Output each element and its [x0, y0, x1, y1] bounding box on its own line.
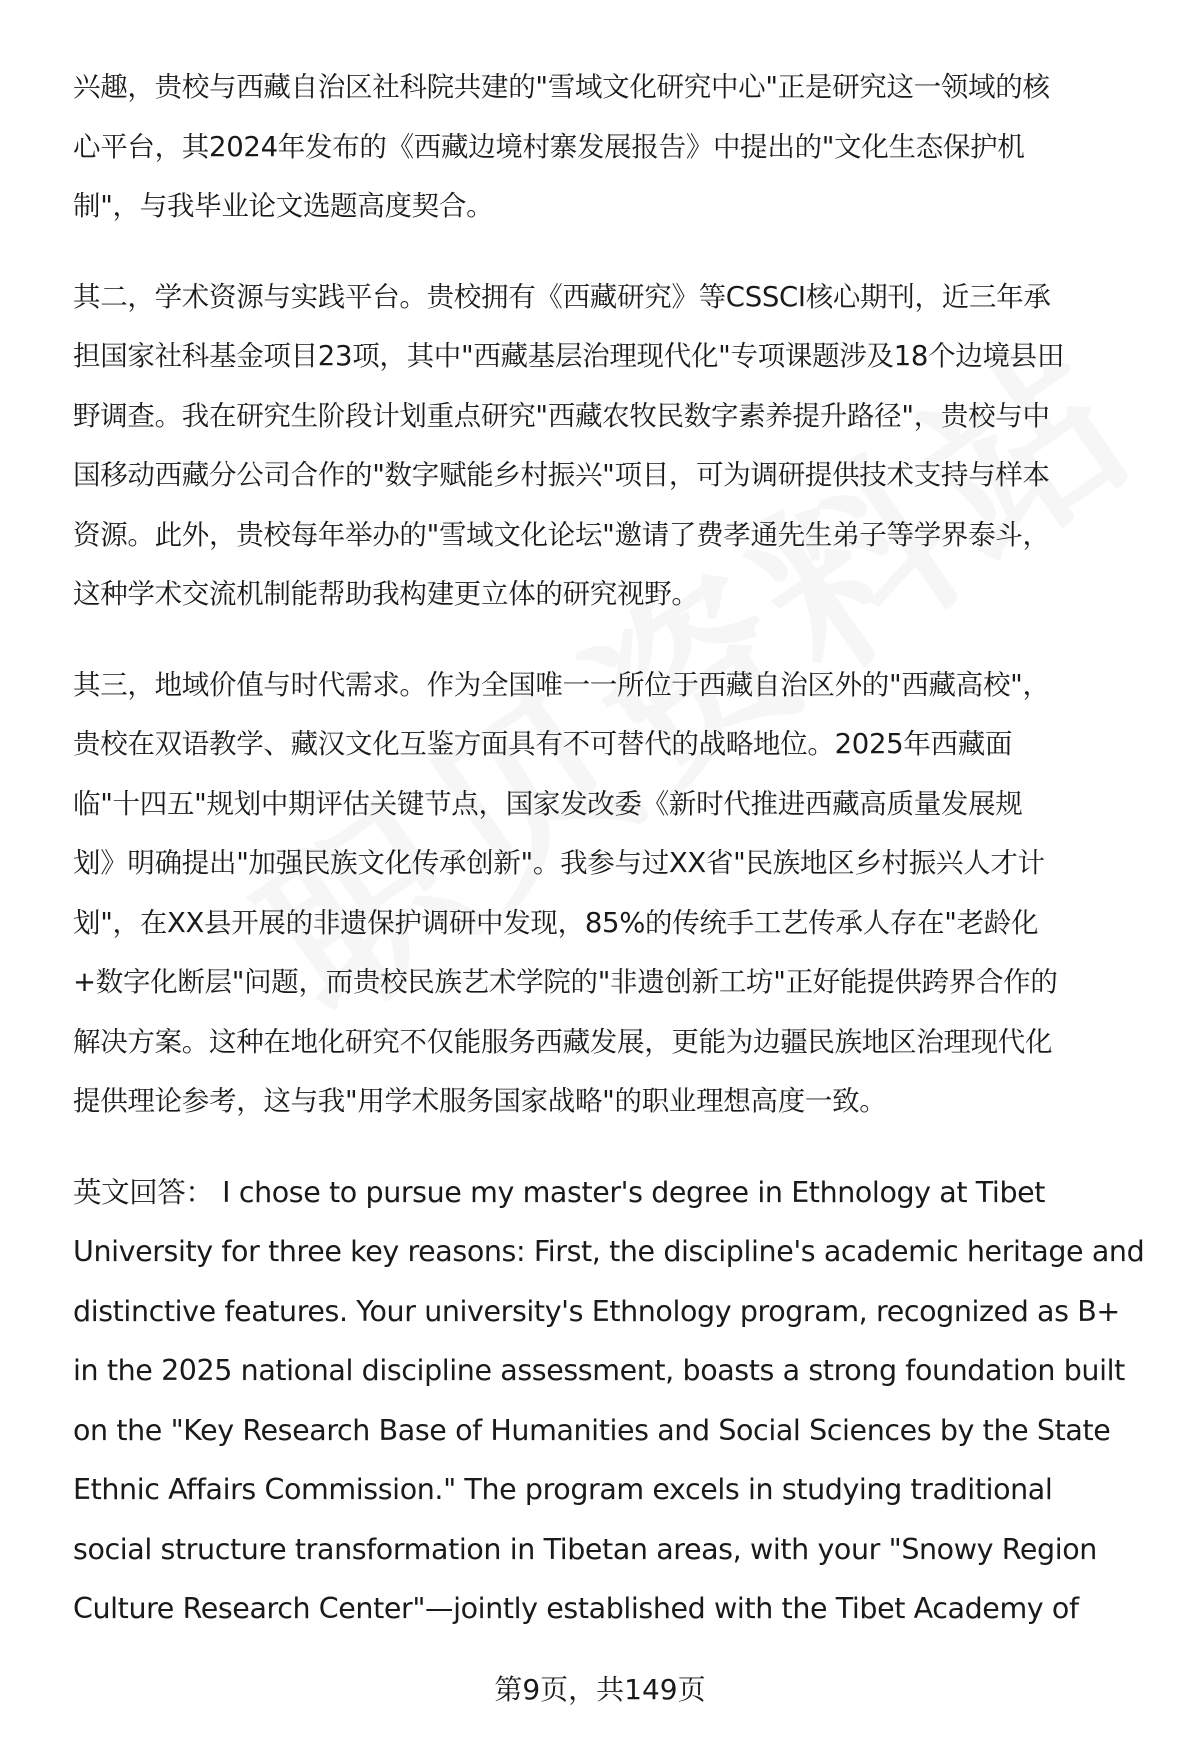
text-line: 划》明确提出"加强民族文化传承创新"。我参与过XX省"民族地区乡村振兴人才计: [73, 847, 1045, 879]
text-line: 野调查。我在研究生阶段计划重点研究"西藏农牧民数字素养提升路径"，贵校与中: [73, 399, 1050, 432]
text-line: 划"，在XX县开展的非遗保护调研中发现，85%的传统手工艺传承人存在"老龄化: [73, 906, 1039, 939]
page-number-footer: 第9页，共149页: [494, 1673, 706, 1706]
text-line: on the "Key Research Base of Humanities and Social Sciences by the State: [73, 1413, 1111, 1447]
text-line: social structure transformation in Tibetan areas, with your "Snowy Region: [73, 1532, 1097, 1566]
paragraph-english-answer: [73, 1163, 1163, 1639]
paragraph-second-reason: [73, 268, 1163, 625]
text-line: in the 2025 national discipline assessment, boasts a strong foundation built: [73, 1354, 1125, 1387]
text-line: 兴趣，贵校与西藏自治区社科院共建的"雪域文化研究中心"正是研究这一领域的核: [73, 71, 1050, 103]
paragraph-third-reason: [73, 656, 1163, 1132]
text-line: 提供理论参考，这与我"用学术服务国家战略"的职业理想高度一致。: [73, 1085, 887, 1117]
text-line: 制"，与我毕业论文选题高度契合。: [73, 190, 494, 222]
document-body: [73, 58, 1163, 1670]
text-line: 资源。此外，贵校每年举办的"雪域文化论坛"邀请了费孝通先生弟子等学界泰斗，: [73, 518, 1050, 551]
paragraph-intro-continued: [73, 58, 1163, 237]
text-line: 这种学术交流机制能帮助我构建更立体的研究视野。: [73, 578, 699, 610]
text-line: 心平台，其2024年发布的《西藏边境村寨发展报告》中提出的"文化生态保护机: [73, 130, 1025, 163]
text-line: 其三，地域价值与时代需求。作为全国唯一一所位于西藏自治区外的"西藏高校"，: [73, 668, 1050, 701]
text-line: +数字化断层"问题，而贵校民族艺术学院的"非遗创新工坊"正好能提供跨界合作的: [73, 966, 1058, 998]
text-line: 其二，学术资源与实践平台。贵校拥有《西藏研究》等CSSCI核心期刊，近三年承: [73, 280, 1051, 313]
text-line: 英文回答： I chose to pursue my master's degree in Ethnology at Tibet: [73, 1175, 1046, 1209]
text-line: 贵校在双语教学、藏汉文化互鉴方面具有不可替代的战略地位。2025年西藏面: [73, 728, 1013, 760]
text-line: Ethnic Affairs Commission." The program excels in studying traditional: [73, 1473, 1053, 1506]
text-line: distinctive features. Your university's Ethnology program, recognized as B+: [73, 1294, 1120, 1328]
text-line: 担国家社科基金项目23项，其中"西藏基层治理现代化"专项课题涉及18个边境县田: [73, 340, 1065, 372]
text-line: 临"十四五"规划中期评估关键节点，国家发改委《新时代推进西藏高质量发展规: [73, 787, 1023, 820]
text-line: Culture Research Center"—jointly established with the Tibet Academy of: [73, 1592, 1079, 1625]
text-line: 解决方案。这种在地化研究不仅能服务西藏发展，更能为边疆民族地区治理现代化: [73, 1025, 1053, 1058]
text-line: 国移动西藏分公司合作的"数字赋能乡村振兴"项目，可为调研提供技术支持与样本: [73, 459, 1050, 491]
text-line: University for three key reasons: First, the discipline's academic heritage and: [73, 1235, 1145, 1268]
